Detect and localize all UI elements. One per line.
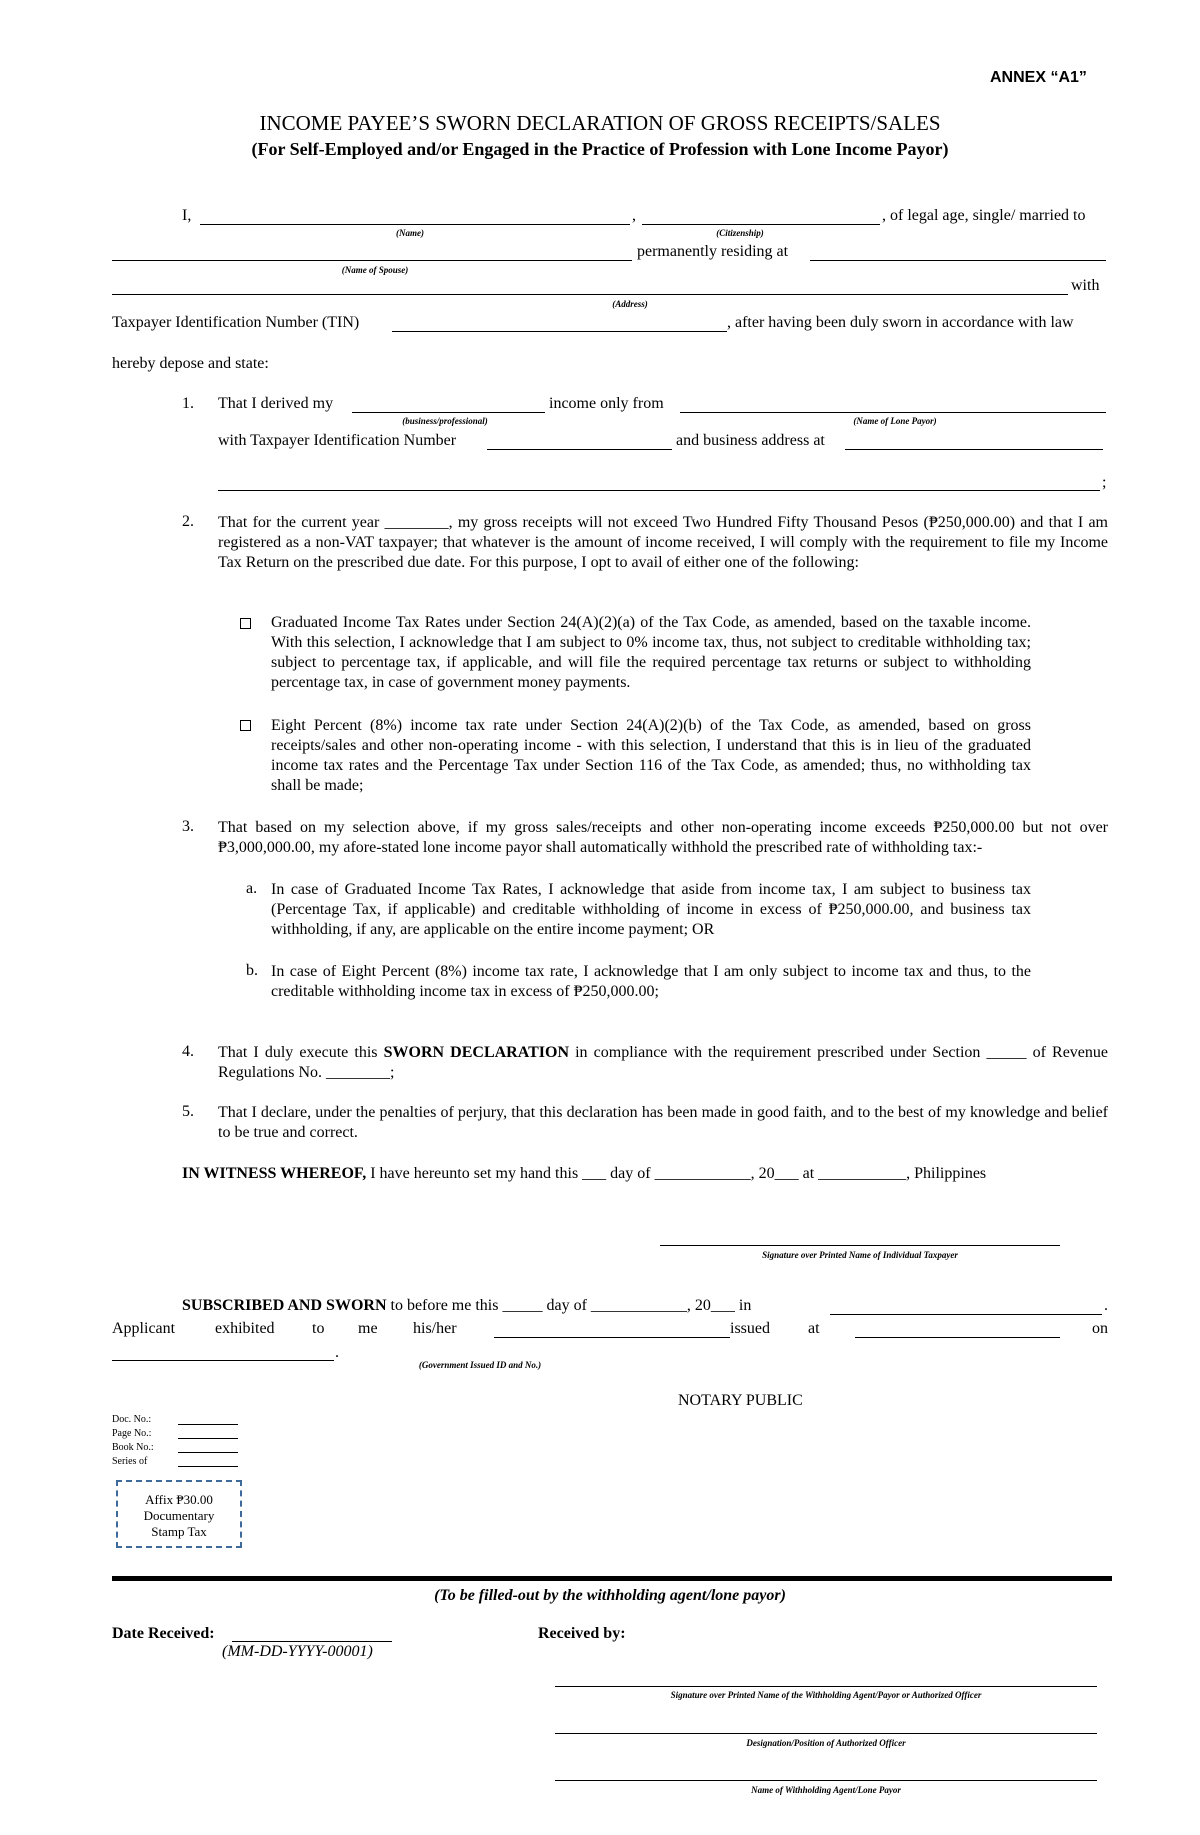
witness-text: I have hereunto set my hand this ___ day of ____________, 20___ at ___________, Philippines [370,1165,987,1182]
lone-payor-label: (Name of Lone Payor) [853,416,937,426]
at-label: at [808,1320,820,1337]
agent-name-label: Name of Withholding Agent/Lone Payor [751,1785,901,1795]
on-label: on [1092,1320,1108,1337]
applicant-word-5: his/her [413,1320,457,1337]
subscribed-line [182,1297,751,1315]
intro-residing: permanently residing at [637,243,789,260]
stamp-line-1: Affix ₱30.00 [145,1492,213,1507]
subscribed-text: to before me this _____ day of ____________, 20___ in [390,1297,752,1314]
government-id-field[interactable] [494,1337,730,1338]
taxpayer-signature-label: Signature over Printed Name of Individual Taxpayer [762,1250,958,1260]
subscribed-place-field[interactable] [830,1314,1102,1315]
option-graduated-text: Graduated Income Tax Rates under Section 24(A)(2)(a) of the Tax Code, as amended, based on the taxable income. With this selection, I acknowledge that I am subject to 0% income tax, thus, not subject to creditable withholding tax; subject to percentage tax, if applicable, and will file the required percentage tax returns or subject to withholding percentage tax, in case of government money payments. [271,614,1031,691]
option-eight-percent-text: Eight Percent (8%) income tax rate under Section 24(A)(2)(b) of the Tax Code, as amended, based on gross receipts/sales and other non-operating income - with this selection, I understand that this is in lieu of the graduated income tax rates and the Percentage Tax under Section 116 of the Tax Code, as amended; thus, no withholding tax shall be made; [271,717,1031,794]
option-graduated-checkbox[interactable] [240,618,251,629]
doc-no-label: Doc. No.: [112,1414,152,1425]
witness-bold: IN WITNESS WHEREOF, [182,1165,367,1182]
intro-depose: hereby depose and state: [112,355,269,372]
designation-line[interactable] [555,1733,1097,1734]
intro-sworn: , after having been duly sworn in accordance with law [727,314,1074,331]
doc-no-field[interactable] [178,1424,238,1425]
issued-place-field[interactable] [855,1337,1060,1338]
item4-bold: SWORN DECLARATION [383,1044,569,1061]
item1-semicolon: ; [1102,474,1107,491]
item2-number: 2. [182,513,194,530]
spouse-field[interactable] [112,260,632,261]
stamp-line-3: Stamp Tax [151,1524,207,1539]
business-address-continued-field[interactable] [218,490,1100,491]
item4-text-before: That I duly execute this [218,1044,378,1061]
intro-i: I, [182,207,192,224]
issued-date-period: . [335,1344,339,1361]
intro-legal-age: , of legal age, single/ married to [882,207,1086,224]
page-no-label: Page No.: [112,1428,152,1439]
residence-field[interactable] [810,260,1106,261]
business-type-field[interactable] [352,412,545,413]
intro-comma: , [632,207,636,224]
book-no-field[interactable] [178,1452,238,1453]
item4-number: 4. [182,1043,194,1060]
book-no-label: Book No.: [112,1442,154,1453]
issued-label: issued [730,1320,770,1337]
documentary-stamp-box [116,1480,242,1548]
citizenship-field[interactable] [642,224,880,225]
agent-signature-label: Signature over Printed Name of the Withholding Agent/Payor or Authorized Officer [670,1690,982,1700]
series-label: Series of [112,1456,148,1467]
stamp-line-2: Documentary [143,1508,215,1523]
item1-with-tin: with Taxpayer Identification Number [218,432,457,449]
agent-name-line[interactable] [555,1780,1097,1781]
item5-number: 5. [182,1103,194,1120]
applicant-word-2: exhibited [215,1320,275,1337]
business-type-label: (business/professional) [402,416,488,426]
date-received-label: Date Received: [112,1625,215,1642]
item4-text [218,1043,1108,1083]
tin-field[interactable] [392,331,727,332]
item1-derived: That I derived my [218,395,334,412]
notary-public: NOTARY PUBLIC [678,1392,803,1409]
address-field-label: (Address) [612,299,648,309]
option-eight-percent-checkbox[interactable] [240,720,251,731]
applicant-word-3: to [312,1320,325,1337]
taxpayer-signature-line[interactable] [660,1245,1060,1246]
date-format-label: (MM-DD-YYYY-00001) [222,1643,373,1660]
item3-number: 3. [182,818,194,835]
address-field[interactable] [112,294,1068,295]
agent-header: (To be filled-out by the withholding agent/lone payor) [434,1587,786,1604]
subscribed-period: . [1104,1297,1108,1314]
name-field[interactable] [200,224,630,225]
item3-a-text: In case of Graduated Income Tax Rates, I acknowledge that aside from income tax, I am subject to business tax (Percentage Tax, if applicable) and creditable withholding of income in excess of ₱250,000.00, and business tax withholding, if any, are applicable on the entire income payment; OR [271,881,1031,938]
date-received-field[interactable] [232,1641,392,1642]
section-divider [112,1576,1112,1581]
applicant-word-4: me [358,1320,378,1337]
name-field-label: (Name) [396,228,424,238]
government-id-label: (Government Issued ID and No.) [418,1360,542,1370]
payor-tin-field[interactable] [487,449,672,450]
received-by-label: Received by: [538,1625,626,1642]
item2-text: That for the current year ________, my gross receipts will not exceed Two Hundred Fifty Thousand Pesos (₱250,000.00) and that I am registered as a non-VAT taxpayer; that whatever is the amount of income received, I will comply with the requirement to file my Income Tax Return on the prescribed due date. For this purpose, I opt to avail of either one of the following: [218,514,1108,571]
item1-income-from: income only from [549,395,664,412]
item1-business-address: and business address at [676,432,825,449]
subscribed-bold: SUBSCRIBED AND SWORN [182,1297,387,1314]
item5-text: That I declare, under the penalties of perjury, that this declaration has been made in good faith, and to the best of my knowledge and belief to be true and correct. [218,1104,1108,1141]
annex-label: ANNEX “A1” [990,69,1087,86]
item3-a-letter: a. [246,880,258,897]
business-address-field[interactable] [845,449,1103,450]
item1-number: 1. [182,395,194,412]
applicant-word-1: Applicant [112,1320,176,1337]
intro-with: with [1071,277,1100,294]
agent-signature-line[interactable] [555,1686,1097,1687]
witness-line [182,1165,986,1183]
spouse-field-label: (Name of Spouse) [341,265,409,275]
intro-tin: Taxpayer Identification Number (TIN) [112,314,360,331]
item3-b-letter: b. [246,962,258,979]
page-no-field[interactable] [178,1438,238,1439]
form-subtitle: (For Self-Employed and/or Engaged in the Practice of Profession with Lone Income Payor) [251,139,949,159]
item4-text-after: in compliance with the requirement prescribed under Section _____ of Revenue Regulations No. ________; [218,1044,1109,1081]
item3-b-text: In case of Eight Percent (8%) income tax rate, I acknowledge that I am only subject to income tax and thus, to the creditable withholding income tax in excess of ₱250,000.00; [271,963,1031,1000]
lone-payor-field[interactable] [680,412,1106,413]
item3-text: That based on my selection above, if my gross sales/receipts and other non-operating income exceeds ₱250,000.00 but not over ₱3,000,000.00, my afore-stated lone income payor shall automatically withhold the prescribed rate of withholding tax:- [218,819,1108,856]
citizenship-field-label: (Citizenship) [716,228,764,238]
designation-label: Designation/Position of Authorized Officer [746,1738,906,1748]
issued-date-field[interactable] [112,1360,334,1361]
form-title: INCOME PAYEE’S SWORN DECLARATION OF GROSS RECEIPTS/SALES [259,111,941,135]
series-field[interactable] [178,1466,238,1467]
